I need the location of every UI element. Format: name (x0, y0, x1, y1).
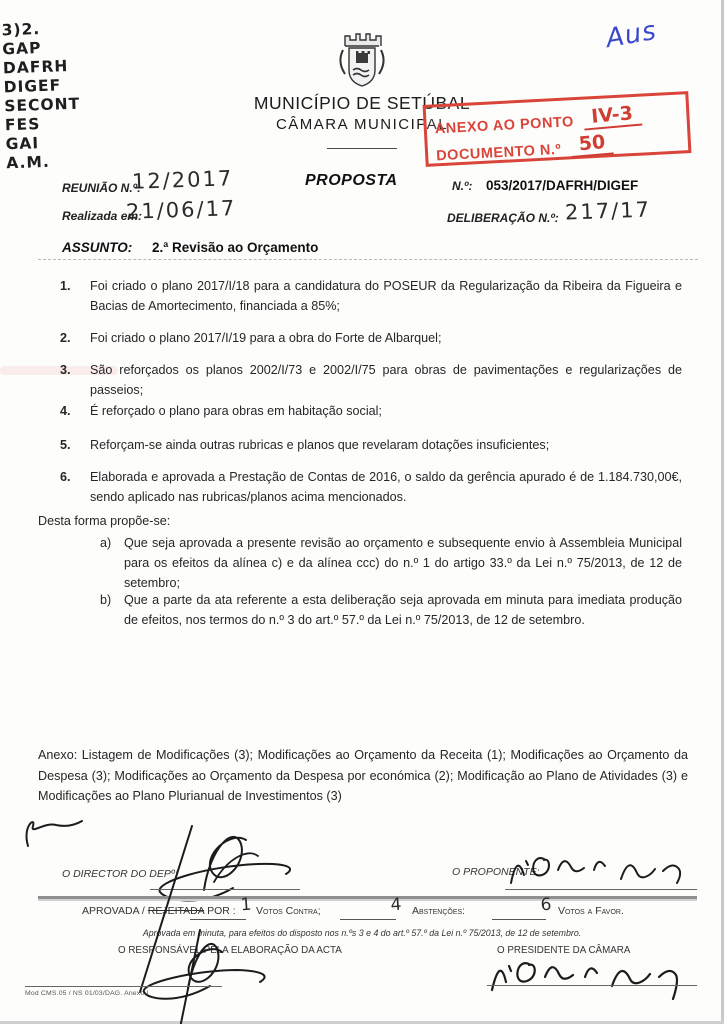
item-text: São reforçados os planos 2002/I/73 e 2002/I/75 para obras de pavimentações e regularizações de passeios; (90, 363, 682, 397)
assunto-underline (38, 259, 698, 260)
abstencoes-slot (340, 894, 403, 920)
routing-code: DAFRH (2, 57, 69, 78)
assunto-label: ASSUNTO: (62, 240, 133, 255)
stamp-anexo-value: IV-3 (583, 102, 642, 131)
minuta-note: Aprovada em minuta, para efeitos do disposto nos n.ºs 3 e 4 do art.º 57.º da Lei n.º 75/2013, de 12 de setembro. (142, 928, 582, 938)
handwritten-note-blue: Aus (603, 15, 660, 55)
proposal-intro: Desta forma propõe-se: (38, 514, 171, 528)
aprovada-label: APROVADA / (82, 905, 145, 917)
small-scribble-signature (20, 814, 92, 852)
item-number: 5. (60, 438, 71, 452)
routing-code: DIGEF (3, 76, 62, 97)
list-item (60, 435, 682, 455)
list-item (60, 467, 682, 507)
votos-favor-slot (492, 894, 553, 920)
routing-code: GAP (2, 38, 42, 59)
list-item (60, 360, 682, 400)
proposal-point (100, 590, 682, 630)
rejeitada-label-struck: REJEITADA (147, 905, 205, 917)
point-letter: b) (100, 593, 112, 607)
item-text: Elaborada e aprovada a Prestação de Contas de 2016, o saldo da gerência apurado é de 1.184.730,00€, sendo aplicado nas rubricas/planos acima mencionados. (90, 470, 682, 504)
routing-code: A.M. (6, 152, 51, 173)
municipality-title: MUNICÍPIO DE SETÚBAL (253, 93, 471, 113)
list-item (60, 328, 682, 348)
annex-stamp (423, 91, 692, 167)
stamp-documento-label: DOCUMENTO N.º (435, 141, 562, 165)
presidente-signature-line (487, 985, 697, 986)
realizada-label: Realizada em: (62, 209, 143, 223)
director-label: O DIRECTOR DO DEPº: (62, 868, 178, 880)
responsavel-signature-line (25, 986, 222, 987)
proponente-signature (503, 843, 698, 891)
routing-code: SECONT (4, 94, 81, 116)
realizada-handwritten-value: 21/06/17 (125, 196, 237, 224)
routing-code: 3)2. (1, 20, 41, 40)
deliberacao-label: DELIBERAÇÃO N.º: (447, 211, 559, 225)
item-number: 4. (60, 404, 71, 418)
reuniao-label: REUNIÃO N.º: (62, 181, 142, 195)
proponente-label: O PROPONENTE: (452, 866, 540, 878)
item-text: Foi criado o plano 2017/I/19 para a obra do Forte de Albarquel; (90, 331, 442, 345)
proposal-point (100, 533, 682, 593)
point-text: Que a parte da ata referente a esta deliberação seja aprovada em minuta para imediata produção de efeitos, nos termos do n.º 3 do art.º 57.º da Lei n.º 75/2013, de 12 de setembro. (124, 593, 682, 627)
votos-contra-handwritten: 1 (239, 894, 253, 916)
votos-favor-label: Votos a Favor. (558, 905, 624, 917)
header-rule (327, 148, 397, 149)
reuniao-handwritten-value: 12/2017 (131, 166, 234, 194)
stamp-anexo-label: ANEXO AO PONTO (434, 114, 575, 138)
list-item (60, 401, 682, 421)
item-text: Reforçam-se ainda outras rubricas e planos que revelaram dotações insuficientes; (90, 438, 550, 452)
stamp-documento-value: 50 (570, 130, 614, 158)
assunto-value: 2.ª Revisão ao Orçamento (152, 240, 319, 255)
list-item (60, 276, 682, 316)
deliberacao-handwritten-value: 217/17 (564, 197, 652, 225)
proponente-signature-line (505, 889, 697, 890)
item-text: Foi criado o plano 2017/I/18 para a candidatura do POSEUR da Regularização da Ribeira da Figueira e Bacias de Amortecimento, financiada a 85%; (90, 279, 682, 313)
item-number: 2. (60, 331, 71, 345)
por-label: POR : (207, 905, 236, 917)
numero-value: 053/2017/DAFRH/DIGEF (486, 178, 639, 193)
responsavel-label: O RESPONSÁVEL PELA ELABORAÇÃO DA ACTA (118, 945, 342, 956)
routing-code: FES (4, 115, 41, 135)
item-text: É reforçado o plano para obras em habitação social; (90, 404, 382, 418)
chamber-subtitle: CÂMARA MUNICIPAL (275, 116, 449, 133)
presidente-label: O PRESIDENTE DA CÂMARA (497, 945, 631, 956)
point-text: Que seja aprovada a presente revisão ao orçamento e subsequente envio à Assembleia Municipal para os efeitos da alínea c) e da alínea ccc) do n.º 1 do artigo 33.º da Lei n.º 75/2013, de 12 de setembro; (124, 536, 682, 590)
abstencoes-label: Abstenções: (412, 905, 466, 917)
item-number: 6. (60, 470, 71, 484)
form-reference: Mod CMS.05 / NS 01/03/DAG. Anexo I (25, 990, 149, 997)
annex-paragraph: Anexo: Listagem de Modificações (3); Modificações ao Orçamento da Receita (1); Modificações ao Orçamento da Despesa (3); Modificações ao Orçamento da Despesa por económica (2); Modificação ao Plano de Atividades (3) e Modificações ao Plano Plurianual de Investimentos (3) (38, 748, 688, 803)
proposta-title: PROPOSTA (305, 172, 398, 189)
setubal-coat-of-arms-icon (331, 26, 393, 92)
responsavel-signature (118, 928, 283, 1024)
votos-contra-label: Votos Contra; (256, 905, 321, 917)
numero-label: N.º: (452, 179, 473, 193)
votos-favor-handwritten: 6 (539, 894, 553, 916)
item-number: 1. (60, 279, 71, 293)
routing-code: GAI (5, 134, 40, 154)
presidente-signature (480, 948, 695, 1006)
point-letter: a) (100, 536, 112, 550)
abstencoes-handwritten: 4 (389, 894, 403, 916)
item-number: 3. (60, 363, 71, 377)
